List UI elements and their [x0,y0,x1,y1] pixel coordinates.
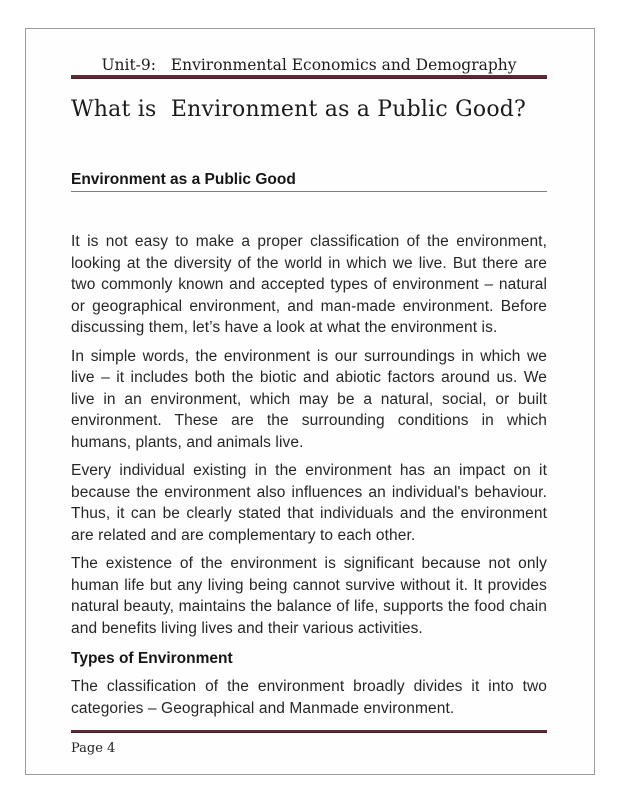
paragraph: It is not easy to make a proper classification of the environment, looking at the diversity of the world in which we live. But there are two commonly known and accepted types of environment – natural or geographical environment, and man-made environment. Before discussing them, let’s have a look at what the environment is. [71,233,547,336]
section-heading: Environment as a Public Good [71,171,547,192]
page-number: Page 4 [71,741,116,756]
types-of-environment-heading: Types of Environment [71,650,233,667]
paragraph: The classification of the environment broadly divides it into two categories – Geographical and Manmade environment. [71,678,547,717]
page-title: What is Environment as a Public Good? [71,97,527,122]
unit-header: Unit-9: Environmental Economics and Demography [101,56,517,74]
page-footer [71,730,547,756]
document-page [25,28,595,775]
page-content [26,57,594,719]
paragraph: The existence of the environment is significant because not only human life but any living being cannot survive without it. It provides natural beauty, maintains the balance of life, supports the food chain and benefits living lives and their various activities. [71,555,547,637]
body-copy [71,231,547,719]
paragraph: Every individual existing in the environment has an impact on it because the environment also influences an individual's behaviour. Thus, it can be clearly stated that individuals and the environment are related and are complementary to each other. [71,462,547,544]
paragraph: In simple words, the environment is our surroundings in which we live – it includes both the biotic and abiotic factors around us. We live in an environment, which may be a natural, social, or built environment. These are the surrounding conditions in which humans, plants, and animals live. [71,347,547,451]
footer-rule [71,730,547,733]
header-rule [71,75,547,79]
